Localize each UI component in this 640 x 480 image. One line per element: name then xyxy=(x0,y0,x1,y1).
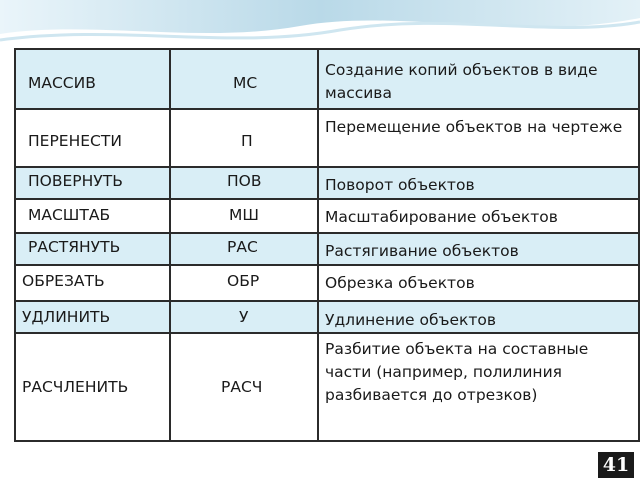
command-description: Перемещение объектов на чертеже xyxy=(325,118,623,136)
table-row xyxy=(15,333,639,441)
command-description-cell xyxy=(318,49,639,109)
table-row xyxy=(15,265,639,301)
command-description: Создание копий объектов в виде массива xyxy=(325,61,598,102)
command-name-cell xyxy=(15,167,170,199)
command-alias: ОБР xyxy=(227,272,260,290)
command-description: Растягивание объектов xyxy=(325,242,519,260)
command-alias-cell xyxy=(170,199,318,233)
table-row xyxy=(15,109,639,167)
command-name: УДЛИНИТЬ xyxy=(22,308,111,326)
command-table xyxy=(14,48,640,442)
command-description-cell xyxy=(318,265,639,301)
command-description-cell xyxy=(318,233,639,265)
command-name-cell xyxy=(15,199,170,233)
command-alias: П xyxy=(241,132,253,150)
command-description: Масштабирование объектов xyxy=(325,208,558,226)
command-alias-cell xyxy=(170,265,318,301)
command-alias: ПОВ xyxy=(227,172,262,190)
command-name: ПОВЕРНУТЬ xyxy=(28,172,123,190)
command-alias: МШ xyxy=(229,206,259,224)
command-name: МАССИВ xyxy=(28,74,96,92)
command-alias-cell xyxy=(170,333,318,441)
command-name-cell xyxy=(15,301,170,333)
command-name: МАСШТАБ xyxy=(28,206,111,224)
command-name-cell xyxy=(15,265,170,301)
command-description: Разбитие объекта на составные части (например, полилиния разбивается до отрезков) xyxy=(325,340,589,404)
command-name-cell xyxy=(15,333,170,441)
command-alias-cell xyxy=(170,109,318,167)
command-description-cell xyxy=(318,199,639,233)
command-alias: МС xyxy=(233,74,258,92)
command-name: РАСЧЛЕНИТЬ xyxy=(22,378,129,396)
command-alias-cell xyxy=(170,49,318,109)
command-alias: РАСЧ xyxy=(221,378,263,396)
page-number-badge: 41 xyxy=(598,452,634,478)
command-name: РАСТЯНУТЬ xyxy=(28,238,121,256)
table-row xyxy=(15,49,639,109)
command-alias: РАС xyxy=(227,238,258,256)
command-description-cell xyxy=(318,333,639,441)
command-name-cell xyxy=(15,49,170,109)
command-description-cell xyxy=(318,109,639,167)
table-row xyxy=(15,167,639,199)
command-description-cell xyxy=(318,167,639,199)
command-description: Обрезка объектов xyxy=(325,274,475,292)
command-alias-cell xyxy=(170,233,318,265)
command-description: Удлинение объектов xyxy=(325,311,497,329)
command-name: ПЕРЕНЕСТИ xyxy=(28,132,122,150)
table-row xyxy=(15,301,639,333)
command-alias-cell xyxy=(170,167,318,199)
command-name: ОБРЕЗАТЬ xyxy=(22,272,105,290)
table-row xyxy=(15,199,639,233)
table-row xyxy=(15,233,639,265)
command-name-cell xyxy=(15,109,170,167)
command-name-cell xyxy=(15,233,170,265)
command-description: Поворот объектов xyxy=(325,176,475,194)
command-alias: У xyxy=(239,308,249,326)
command-alias-cell xyxy=(170,301,318,333)
